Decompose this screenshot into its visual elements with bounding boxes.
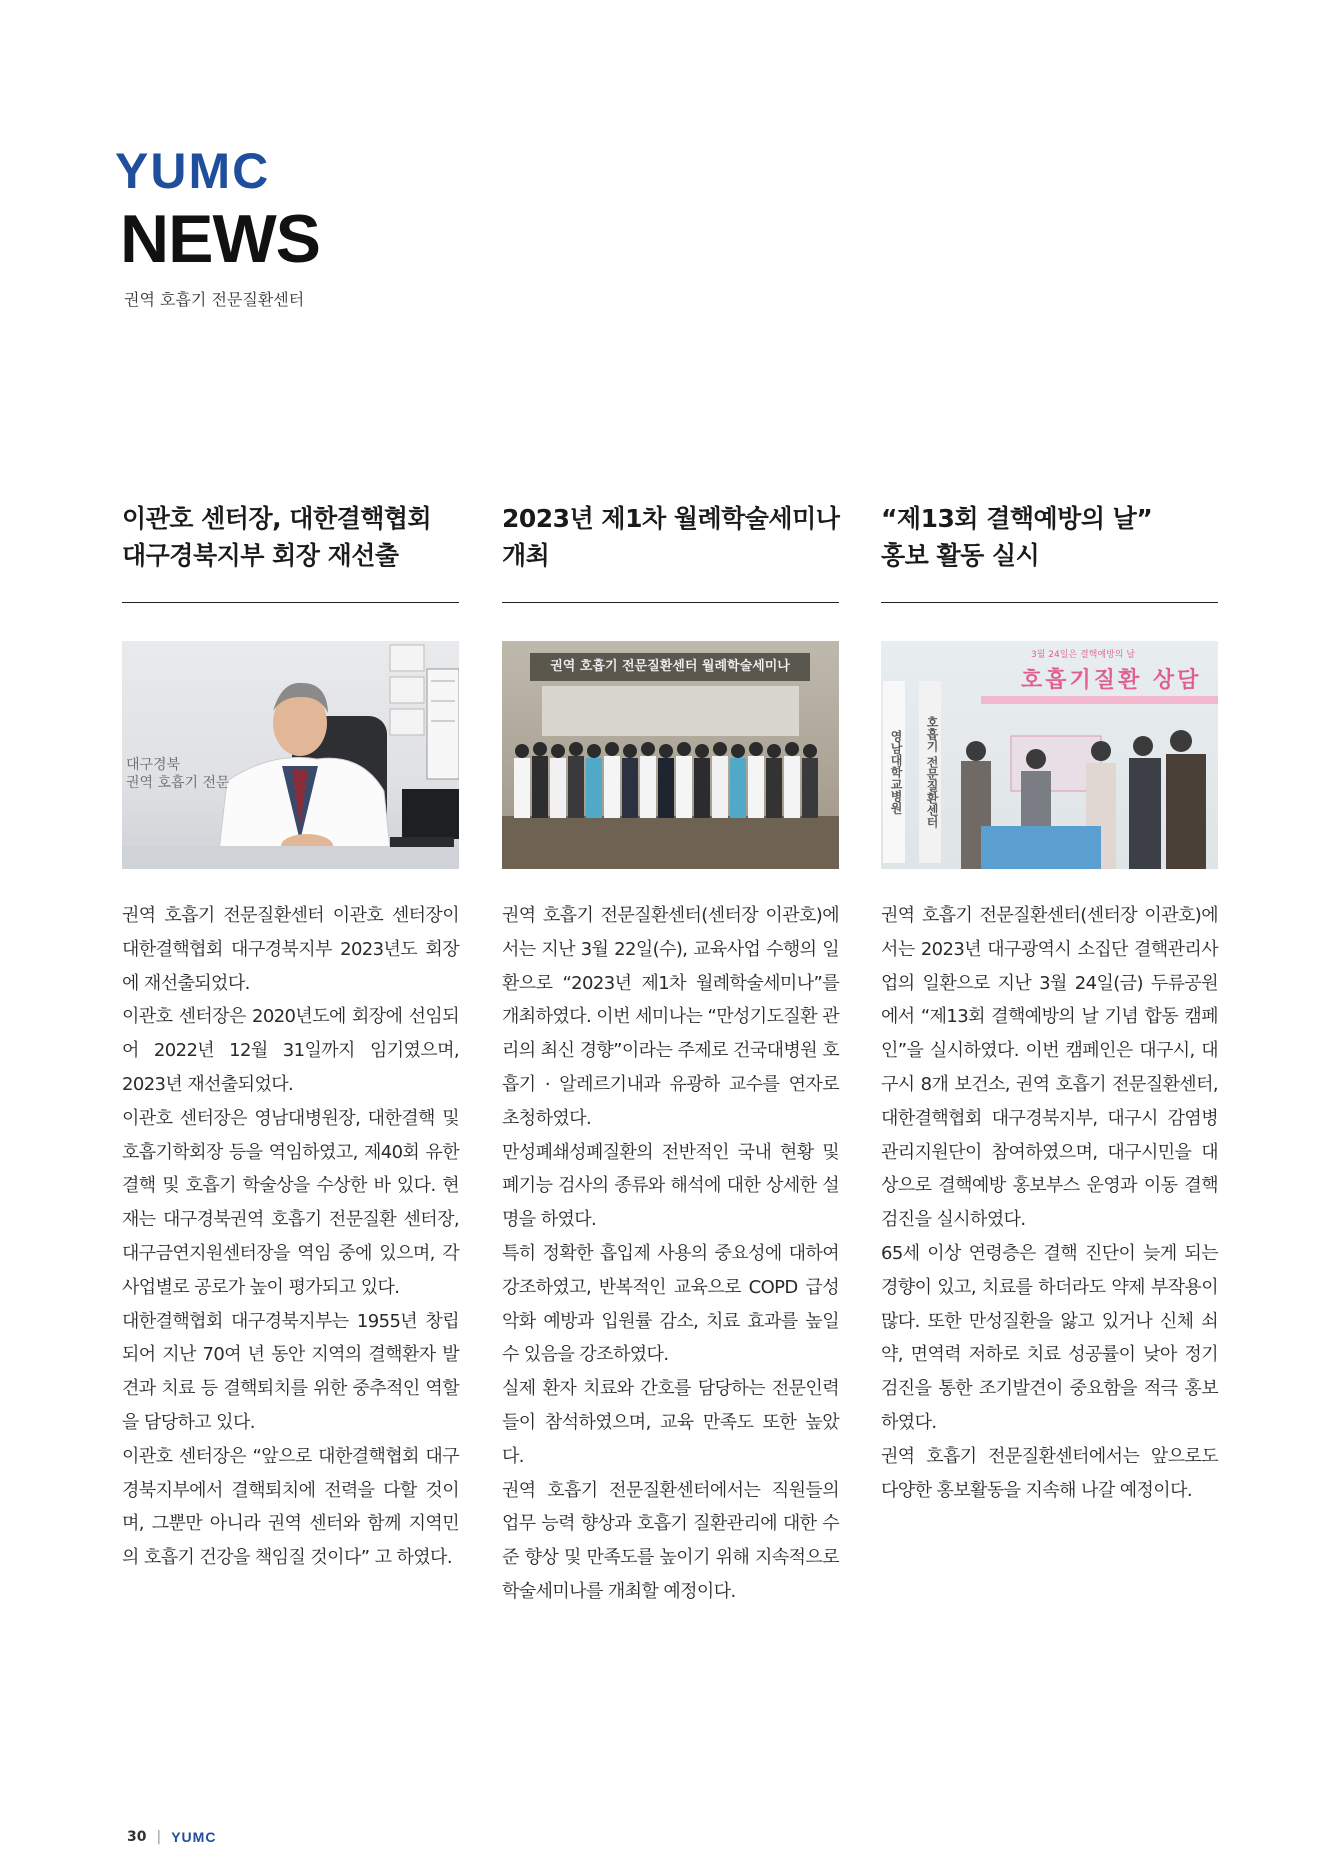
article-1-divider — [122, 602, 459, 603]
article-2-paragraph: 권역 호흡기 전문질환센터(센터장 이관호)에서는 지난 3월 22일(수), 교육사업 수행의 일환으로 “2023년 제1차 월례학술세미나”를 개최하였다. 이번 세미나는 “만성기도질환 관리의 최신 경향”이라는 주제로 건국대병원 호흡기 · 알레르기내과 유광하 교수를 연자로 초청하였다. — [502, 905, 839, 1129]
article-2-title-line2: 개최 — [502, 541, 550, 570]
page-number: 30 — [127, 1829, 147, 1845]
article-2-paragraph: 권역 호흡기 전문질환센터에서는 직원들의 업무 능력 향상과 호흡기 질환관리에 대한 수준 향상 및 만족도를 높이기 위해 지속적으로 학술세미나를 개최할 예정이다. — [502, 1479, 839, 1602]
vertical-banner-a: 영남대학교병원 — [883, 681, 905, 863]
article-1 — [122, 500, 459, 1575]
article-2-paragraph: 실제 환자 치료와 간호를 담당하는 전문인력들이 참석하였으며, 교육 만족도 또한 높았다. — [502, 1378, 839, 1467]
article-2-body — [502, 899, 839, 1609]
article-3-title — [881, 500, 1218, 600]
article-3-title-line1: “제13회 결핵예방의 날” — [881, 504, 1153, 533]
wall-sign-line1: 대구경북 — [126, 757, 181, 773]
article-3-photo — [881, 641, 1218, 869]
article-1-wall-sign — [126, 756, 230, 792]
doctor-portrait-illustration — [122, 641, 459, 869]
article-1-title-line2: 대구경북지부 회장 재선출 — [122, 541, 399, 570]
yumc-logo: YUMC — [115, 143, 271, 199]
article-3-paragraph: 권역 호흡기 전문질환센터(센터장 이관호)에서는 2023년 대구광역시 소집단 결핵관리사업의 일환으로 지난 3월 24일(금) 두류공원에서 “제13회 결핵예방의 날 기념 합동 캠페인”을 실시하였다. 이번 캠페인은 대구시, 대구시 8개 보건소, 권역 호흡기 전문질환센터, 대한결핵협회 대구경북지부, 대구시 감염병관리지원단이 참여하였으며, 대구시민을 대상으로 결핵예방 홍보부스 운영과 이동 결핵검진을 실시하였다. — [881, 905, 1218, 1231]
footer-logo: YUMC — [171, 1829, 217, 1845]
article-2-paragraph: 특히 정확한 흡입제 사용의 중요성에 대하여 강조하였고, 반복적인 교육으로 COPD 급성 악화 예방과 입원률 감소, 치료 효과를 높일 수 있음을 강조하였다. — [502, 1242, 839, 1366]
campaign-banner-top: 3월 24일은 결핵예방의 날 — [1031, 650, 1136, 660]
article-2-paragraph: 만성폐쇄성폐질환의 전반적인 국내 현황 및 폐기능 검사의 종류와 해석에 대한 상세한 설명을 하였다. — [502, 1141, 839, 1231]
wall-sign-line2: 권역 호흡기 전문 — [126, 775, 230, 791]
article-2 — [502, 500, 839, 1609]
article-1-body — [122, 899, 459, 1575]
article-3-title-line2: 홍보 활동 실시 — [881, 541, 1040, 570]
page-footer — [127, 1829, 216, 1845]
article-1-photo — [122, 641, 459, 869]
article-1-paragraph: 이관호 센터장은 “앞으로 대한결핵협회 대구경북지부에서 결핵퇴치에 전력을 다할 것이며, 그뿐만 아니라 권역 센터와 함께 지역민의 호흡기 건강을 책임질 것이다” 고 하였다. — [122, 1445, 459, 1569]
article-2-title — [502, 500, 839, 600]
group-photo-illustration — [502, 641, 839, 869]
article-3-paragraph: 권역 호흡기 전문질환센터에서는 앞으로도 다양한 홍보활동을 지속해 나갈 예정이다. — [881, 1445, 1218, 1501]
section-title: NEWS — [120, 201, 320, 277]
vertical-banner-b: 호흡기 전문질환센터 — [919, 681, 941, 863]
article-2-photo — [502, 641, 839, 869]
article-1-paragraph: 이관호 센터장은 2020년도에 회장에 선임되어 2022년 12월 31일까지 임기였으며, 2023년 재선출되었다. — [122, 1006, 459, 1095]
article-3 — [881, 500, 1218, 1507]
seminar-banner: 권역 호흡기 전문질환센터 월례학술세미나 — [530, 653, 810, 681]
article-3-divider — [881, 602, 1218, 603]
article-1-title — [122, 500, 459, 600]
article-3-body — [881, 899, 1218, 1507]
campaign-booth-illustration — [881, 641, 1218, 869]
article-3-paragraph: 65세 이상 연령층은 결핵 진단이 늦게 되는 경향이 있고, 치료를 하더라도 약제 부작용이 많다. 또한 만성질환을 앓고 있거나 신체 쇠약, 면역력 저하로 치료 성공률이 낮아 정기검진을 통한 조기발견이 중요함을 적극 홍보하였다. — [881, 1242, 1218, 1433]
article-1-title-line1: 이관호 센터장, 대한결핵협회 — [122, 504, 432, 533]
article-1-paragraph: 이관호 센터장은 영남대병원장, 대한결핵 및 호흡기학회장 등을 역임하였고, 제40회 유한결핵 및 호흡기 학술상을 수상한 바 있다. 현재는 대구경북권역 호흡기 전문질환 센터장, 대구금연지원센터장을 역임 중에 있으며, 각 사업별로 공로가 높이 평가되고 있다. — [122, 1107, 459, 1298]
article-1-paragraph: 대한결핵협회 대구경북지부는 1955년 창립되어 지난 70여 년 동안 지역의 결핵환자 발견과 치료 등 결핵퇴치를 위한 중추적인 역할을 담당하고 있다. — [122, 1310, 459, 1433]
section-subtitle: 권역 호흡기 전문질환센터 — [124, 290, 305, 309]
article-1-paragraph: 권역 호흡기 전문질환센터 이관호 센터장이 대한결핵협회 대구경북지부 2023년도 회장에 재선출되었다. — [122, 905, 459, 994]
article-2-divider — [502, 602, 839, 603]
article-2-title-line1: 2023년 제1차 월례학술세미나 — [502, 504, 840, 533]
campaign-banner: 호흡기질환 상담 — [1021, 668, 1202, 693]
footer-separator: | — [156, 1829, 162, 1845]
